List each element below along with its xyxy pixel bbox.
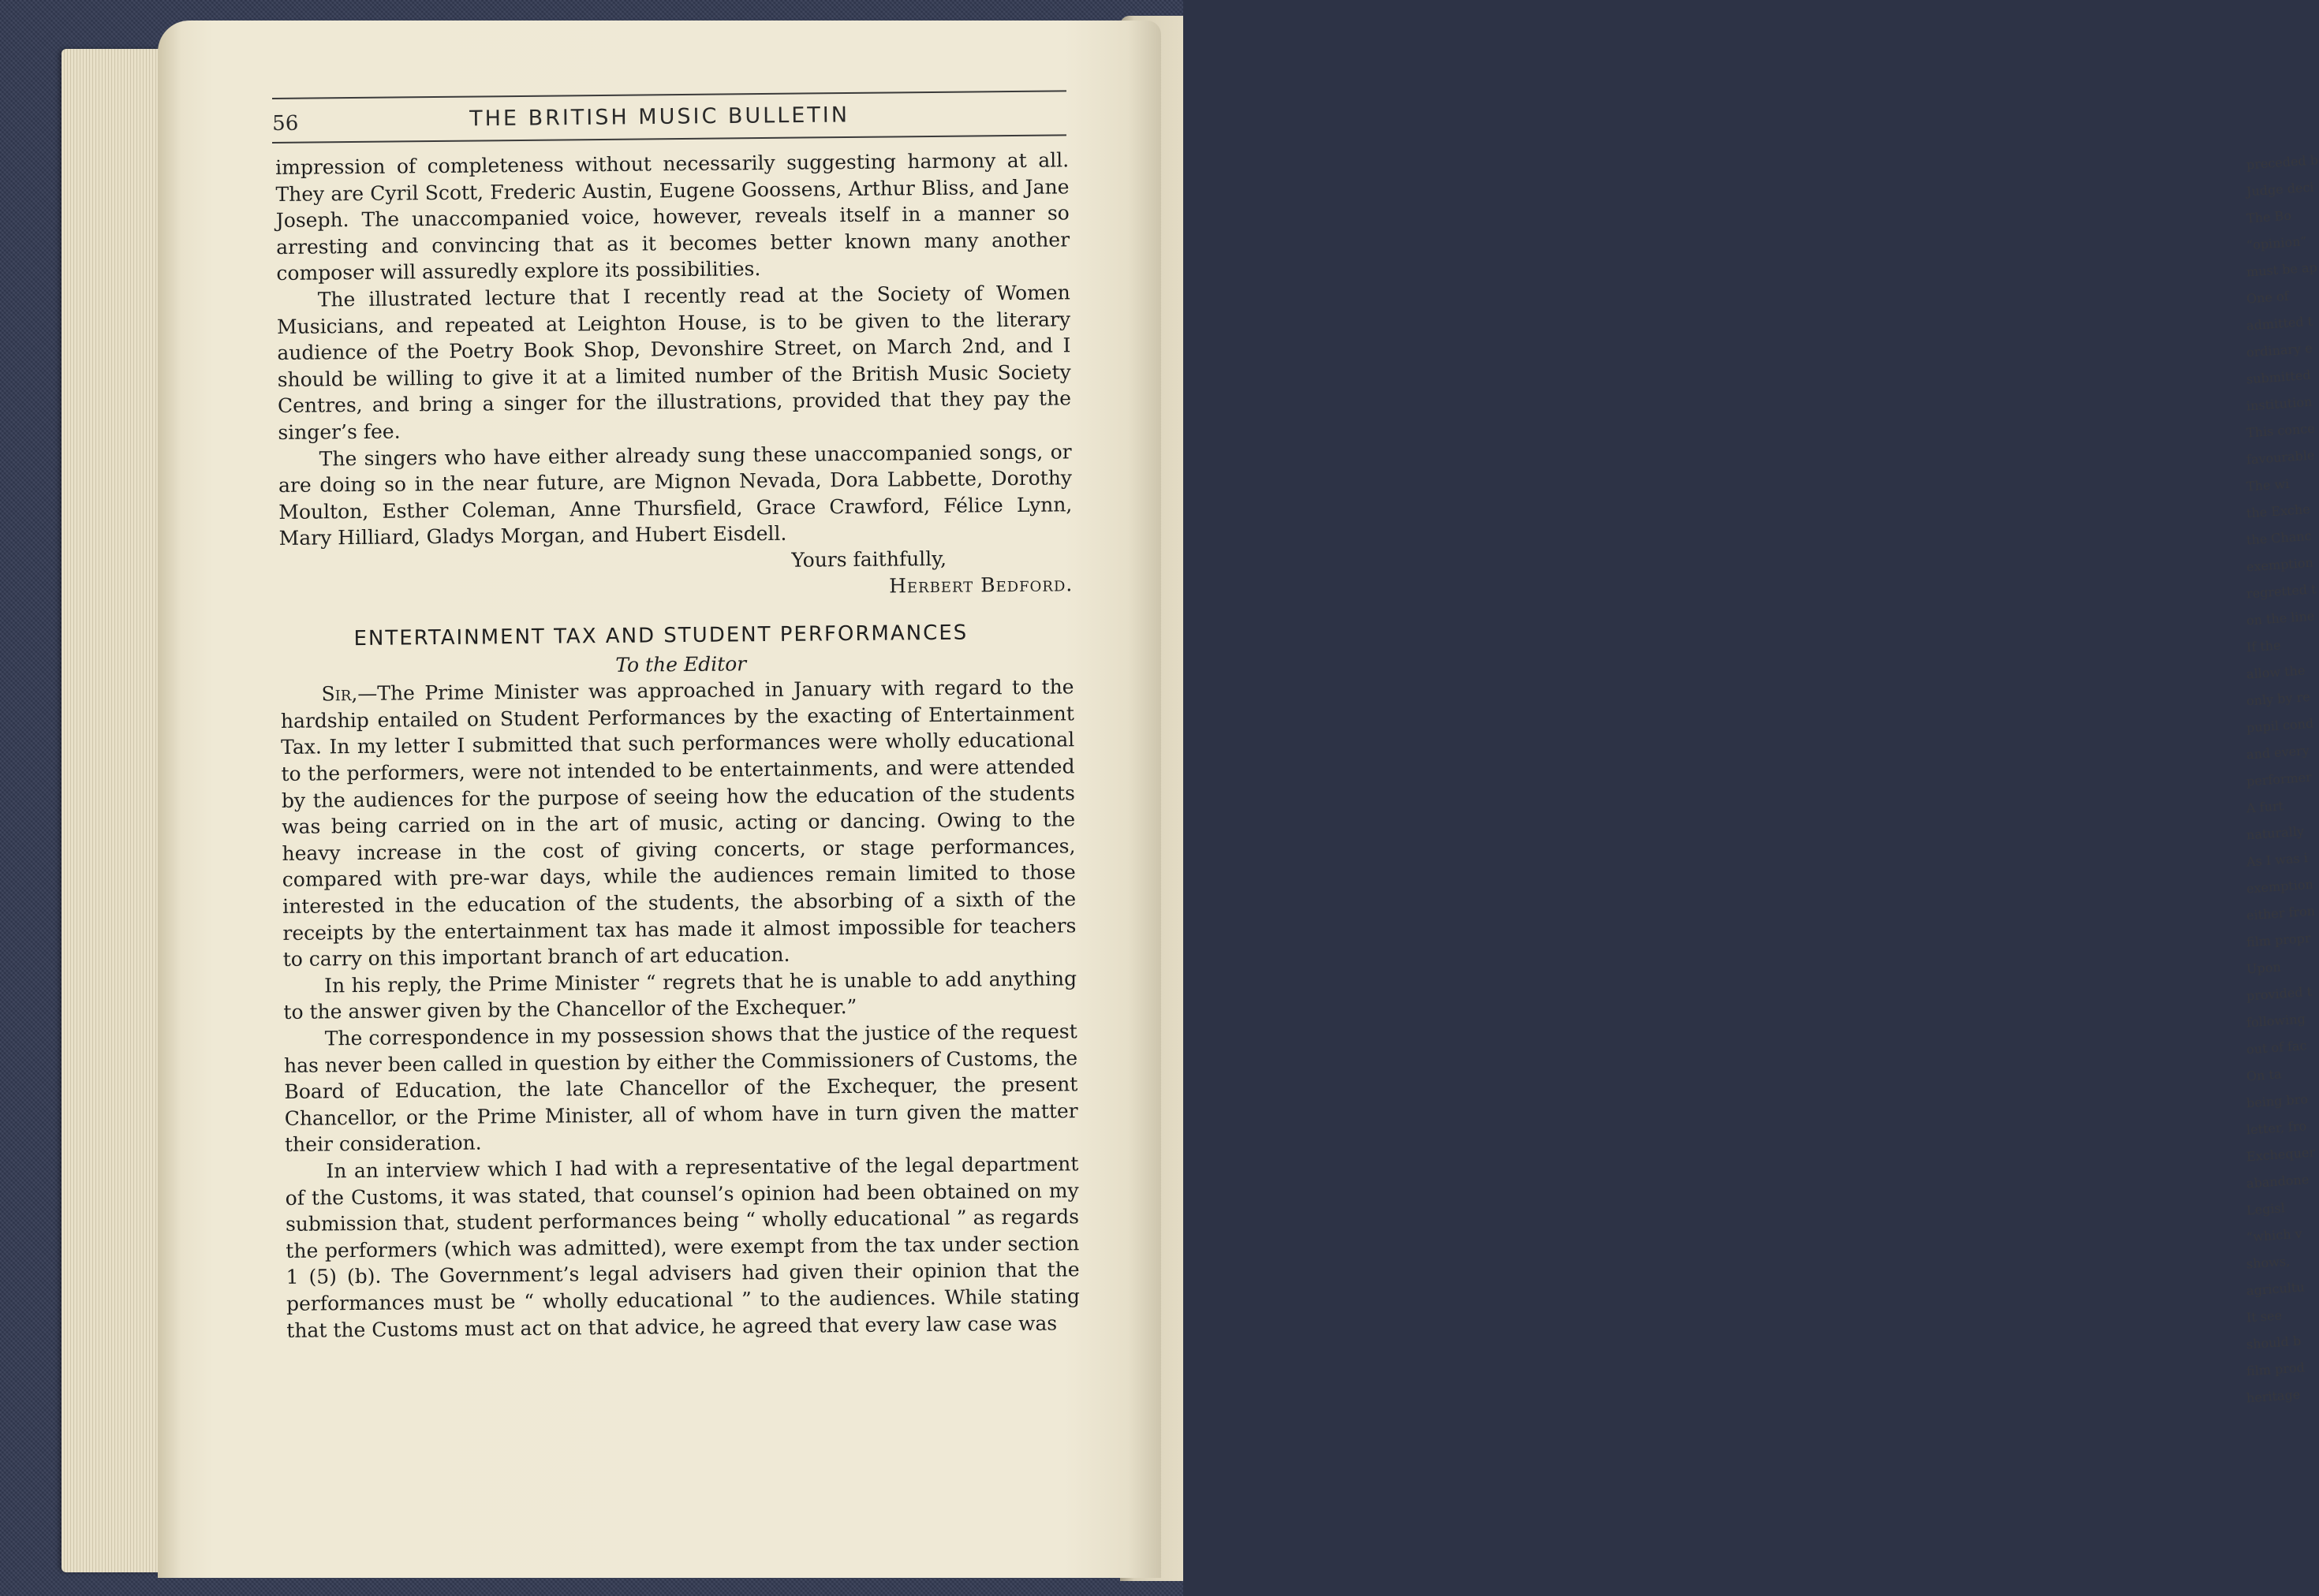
letter-signature: Herbert Bedford. — [888, 572, 1074, 598]
article-title: ENTERTAINMENT TAX AND STUDENT PERFORMANCES — [353, 621, 969, 651]
adjacent-page-fragment: exemption — [2246, 876, 2314, 897]
adjacent-page-fragment: regretted t — [2246, 581, 2317, 602]
adjacent-page-fragment: heritage — [2246, 1386, 2301, 1406]
article-paragraph-text: —The Prime Minister was approached in January with regard to the hardship entailed on Student Performances by the exacting of Entertainment Tax. In my letter I submitted that such performances were wholly educational to the performers, were not intended to be entertainments, and were attended by the audiences for the purpose of seeing how the education of the students was being carried on in the art of music, acting or dancing. Owing to the heavy increase in the cost of giving concerts, or stage performances, compared with pre-war days, while the audiences remain limited to those interested in the education of the students, the absorbing of a sixth of the receipts by the entertainment tax has made it almost impossible for teachers to carry on this important branch of art education. — [280, 675, 1077, 971]
letter-paragraph: The illustrated lecture that I recently read at the Society of Women Musicians, and repeated at Leighton House, is to be given to the literary audience of the Poetry Book Shop, Devonshire Street, on March 2nd, and I should be willing to give it at a limited number of the British Music Society Centres, and bring a singer for the illustrations, provided that they pay the singer’s fee. — [276, 281, 1072, 444]
adjacent-page-fragment: “opinion” — [2246, 233, 2308, 253]
article-paragraph: The correspondence in my possession shows that the justice of the request has never been called in question by either the Commissioners of Customs, the Board of Education, the late Chancellor of the Exchequer, the present Chancellor, or the Prime Minister, all of whom have in turn given the matter their consideration. — [283, 1020, 1078, 1157]
adjacent-page-fragment: and every — [2246, 742, 2310, 763]
adjacent-page-fragment: Exchequer — [2246, 1144, 2316, 1165]
adjacent-page-fragment: shows, — [2246, 1253, 2291, 1272]
adjacent-page-fragment: naturally — [2246, 823, 2305, 843]
adjacent-page-fragment: “which v — [2246, 1225, 2303, 1245]
adjacent-page-fragment: institution — [2246, 393, 2313, 414]
page-edges — [62, 49, 172, 1572]
adjacent-page-fragment: film propr — [2246, 930, 2311, 950]
article-paragraph: In his reply, the Prime Minister “ regrets that he is unable to add anything to the answer given by the Chancellor of the Exchequer.” — [283, 967, 1077, 1024]
adjacent-page-fragment: film prod — [2246, 1359, 2306, 1379]
adjacent-page-fragment: Judge deci — [2246, 179, 2315, 200]
adjacent-page-fragment: provided t — [2246, 983, 2313, 1004]
adjacent-page-fragment: Legisl — [2246, 1200, 2286, 1218]
adjacent-page-fragment: either fron — [2246, 903, 2316, 923]
letter-paragraph: The singers who have either already sung these unaccompanied songs, or are doing so in the near future, are Mignon Nevada, Dora Labbette, Dorothy Moulton, Esther Coleman, Anne Thursfield, Grace Crawford, Félice Lynn, Mary Hilliard, Gladys Morgan, and Hubert Eisdell. — [278, 439, 1073, 550]
letter-paragraph: impression of completeness without necessarily suggesting harmony at all. They are Cyril Scott, Frederic Austin, Eugene Goossens, Arthur Bliss, and Jane Joseph. The unaccompanied voice, however, reveals itself in a manner so arresting and convincing that as it becomes better known many another composer will assuredly explore its possibilities. — [275, 148, 1070, 285]
adjacent-page-fragment: exemption — [2246, 554, 2314, 575]
adjacent-page-fragment: favourable — [2246, 447, 2315, 468]
adjacent-page-fragment: Upon — [2246, 959, 2282, 977]
adjacent-page-text — [2246, 150, 2319, 1410]
article-paragraph — [280, 674, 1077, 973]
article-salutation: Sir, — [321, 682, 358, 706]
adjacent-page-fragment: preceded b — [2246, 152, 2319, 173]
adjacent-page-fragment: out of fac — [2246, 1038, 2308, 1057]
adjacent-page-fragment: must be ap — [2246, 259, 2318, 280]
article-addressee: To the Editor — [615, 651, 747, 677]
adjacent-page-fragment: the Chanc — [2246, 528, 2313, 548]
adjacent-page-fragment: following — [2246, 1011, 2306, 1031]
adjacent-page-fragment: The wi — [2246, 475, 2290, 494]
adjacent-page-fragment: admitted t — [2246, 313, 2313, 334]
adjacent-page-fragment: being bro — [2246, 1091, 2309, 1111]
adjacent-page-fragment: letter, fro — [2246, 1118, 2307, 1138]
adjacent-page-fragment: On ta — [2246, 1066, 2283, 1084]
adjacent-page-fragment: One of — [2246, 288, 2290, 307]
adjacent-page-fragment: pupil cond — [2246, 715, 2314, 736]
adjacent-page-fragment: If the — [2246, 637, 2282, 655]
adjacent-page-fragment: This conce — [2246, 420, 2316, 441]
adjacent-page-fragment: It see — [2246, 1307, 2283, 1326]
adjacent-page-fragment: agricultu — [2246, 1279, 2306, 1299]
adjacent-page-fragment: should b — [2246, 1333, 2302, 1352]
adjacent-page-fragment: performer — [2246, 769, 2313, 789]
journal-title: THE BRITISH MUSIC BULLETIN — [469, 103, 850, 132]
page-body — [275, 147, 1080, 1344]
page-number: 56 — [272, 111, 299, 136]
adjacent-page-fragment: allow the — [2246, 662, 2306, 682]
adjacent-page-fragment: the Exche — [2246, 501, 2311, 521]
adjacent-page-fragment: only by re — [2246, 688, 2311, 709]
adjacent-page-fragment: The Bo — [2246, 207, 2292, 226]
article-paragraph: In an interview which I had with a representative of the legal department of the Customs, it was stated, that counsel’s opinion had been obtained on my submission that, student performances being “ wholly educational ” as regards the performers (which was admitted), were exempt from the tax under section 1 (5) (b). The Government’s legal advisers had given their opinion that the performances must be “ wholly educational ” to the audiences. While stating that the Customs must act on that advice, he agreed that every law case was — [285, 1152, 1081, 1342]
letter-closing: Yours faithfully, — [791, 546, 947, 572]
adjacent-page-fragment: ordinary e — [2246, 340, 2313, 360]
adjacent-page-fragment: As I was i — [2246, 850, 2309, 870]
adjacent-page-fragment: on the line — [2246, 608, 2315, 628]
adjacent-page-fragment: submitted — [2246, 367, 2312, 387]
adjacent-page-fragment: A furt — [2246, 798, 2284, 816]
adjacent-page-fragment: abandone — [2246, 1172, 2310, 1191]
